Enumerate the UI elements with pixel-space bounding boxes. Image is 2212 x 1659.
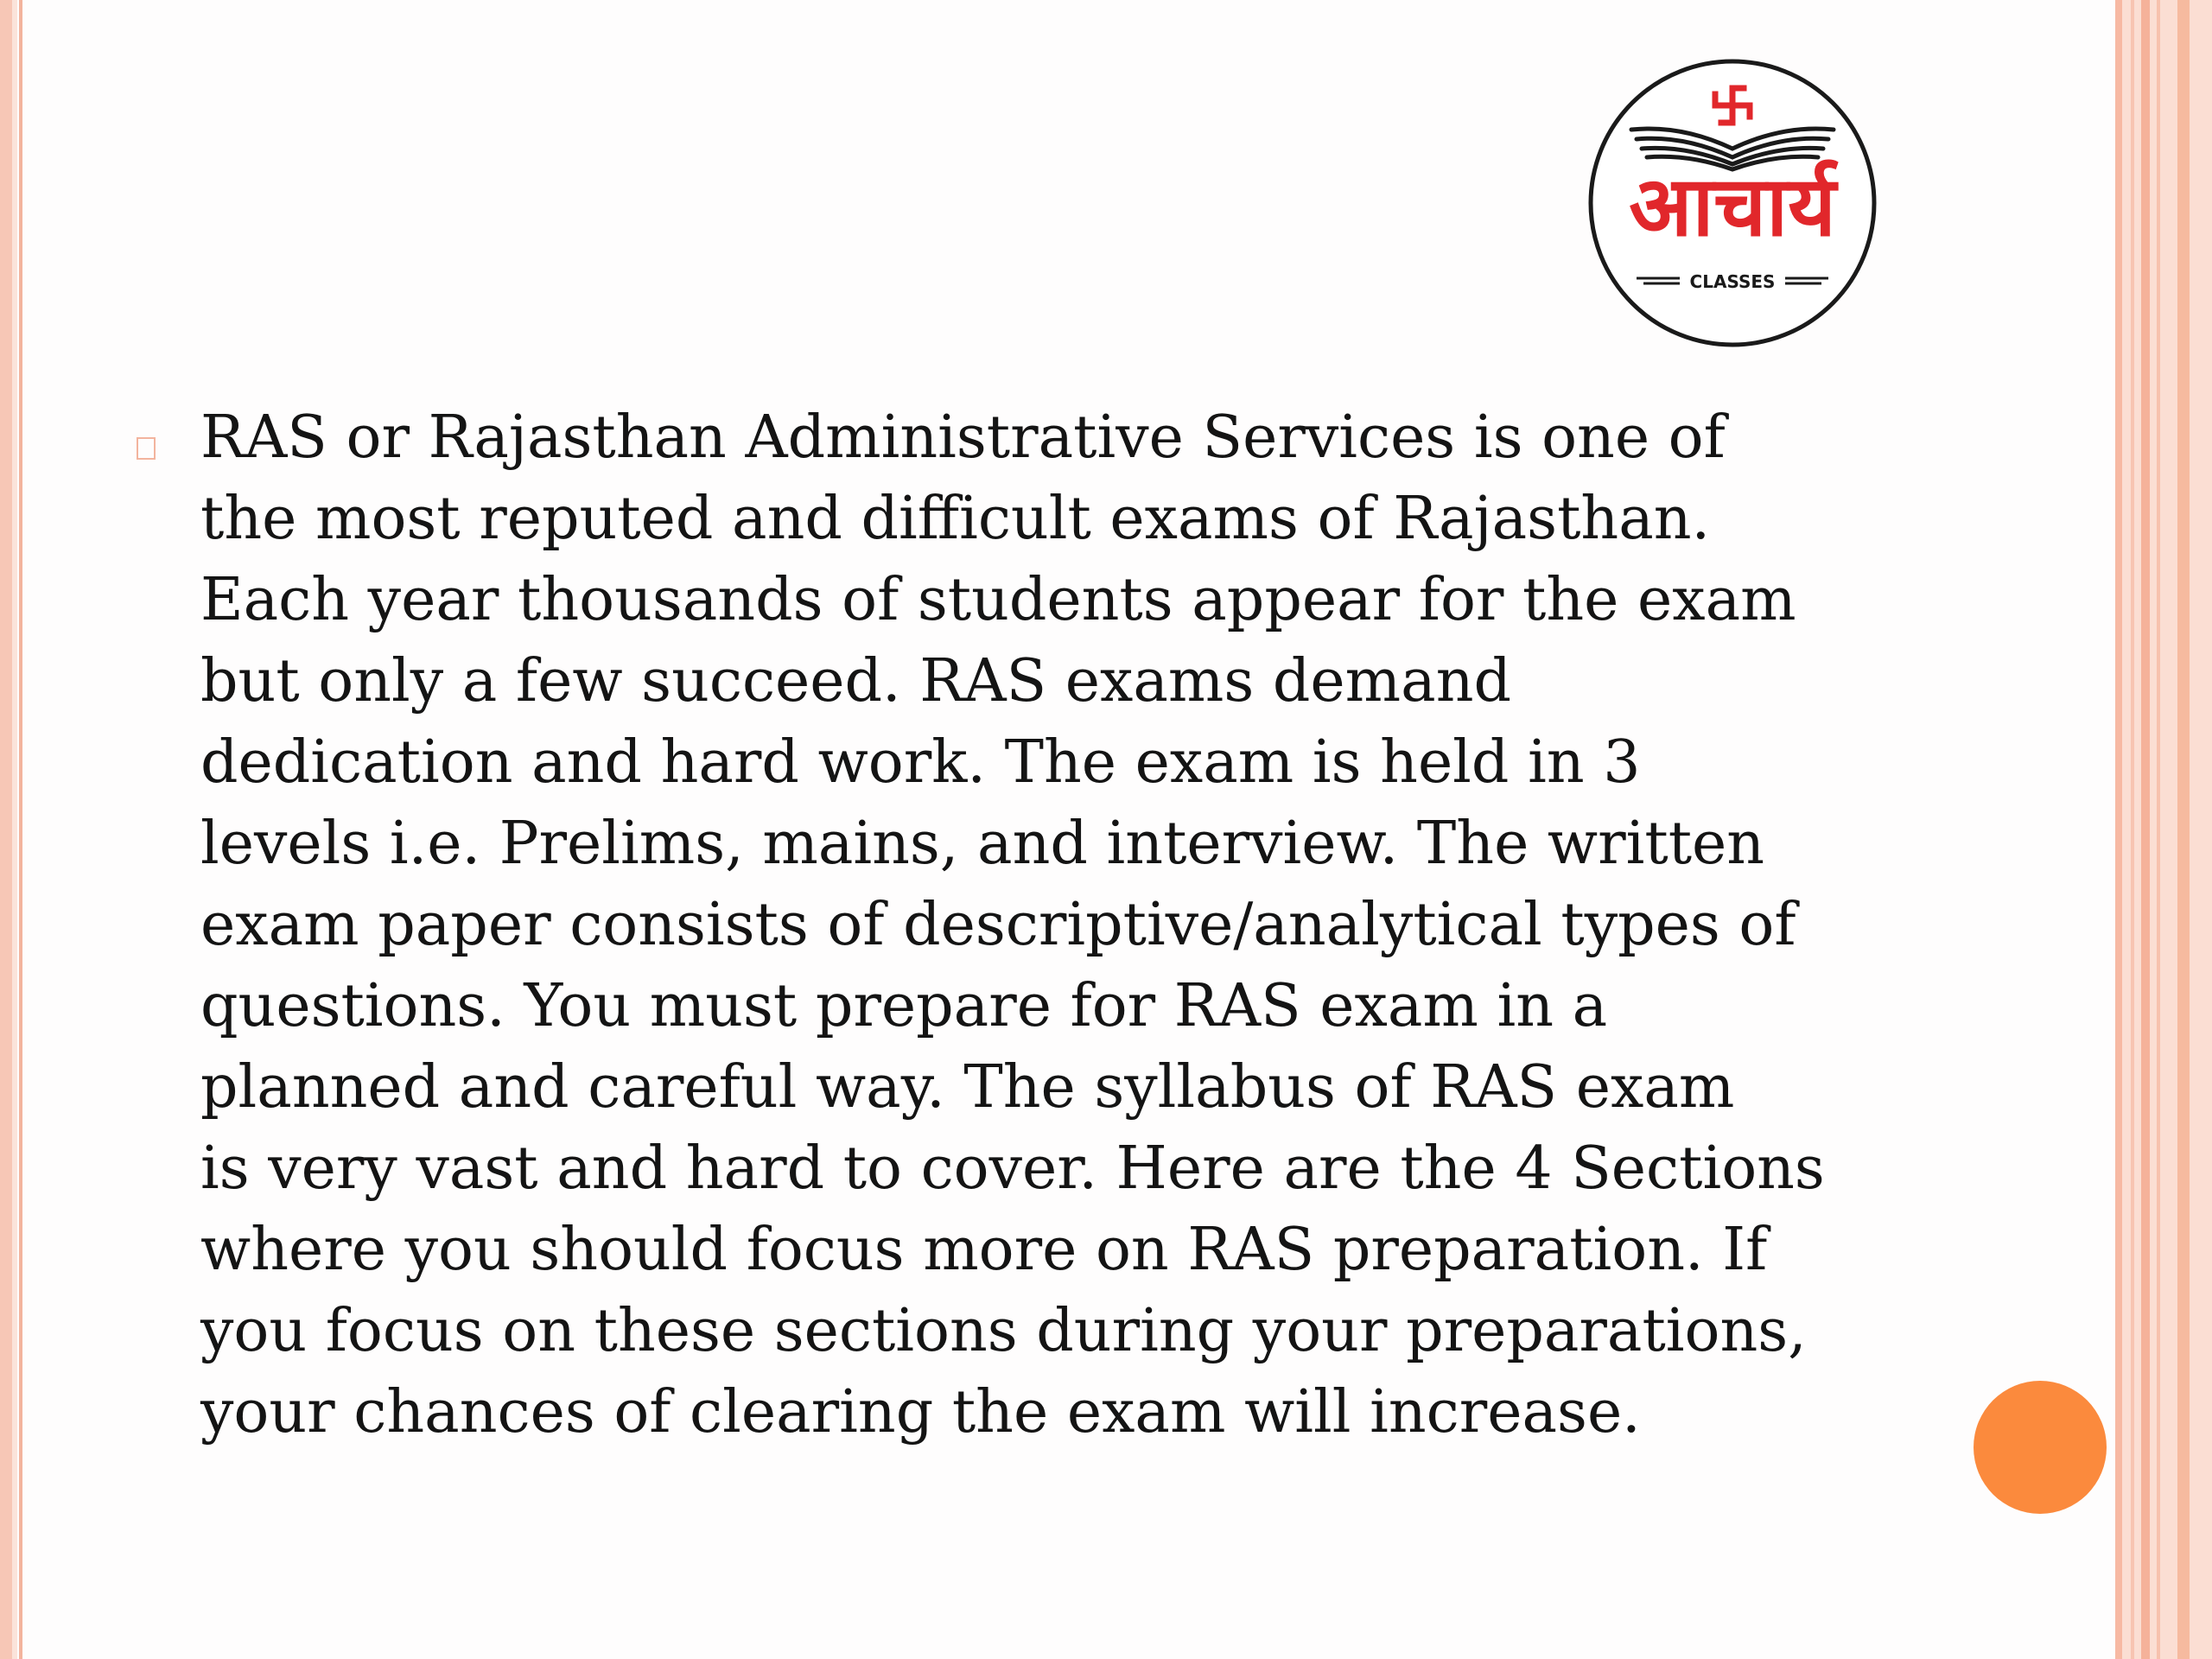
paragraph-line: but only a few succeed. RAS exams demand	[200, 647, 1512, 715]
paragraph-line: RAS or Rajasthan Administrative Services is one of	[200, 404, 1726, 472]
paragraph-line: dedication and hard work. The exam is held in 3	[200, 728, 1641, 797]
paragraph-line: your chances of clearing the exam will increase.	[200, 1378, 1641, 1446]
left-border-stripe-inner	[12, 0, 17, 1659]
acharya-classes-logo	[1586, 57, 1878, 349]
paragraph-line: Each year thousands of students appear for the exam	[200, 566, 1796, 634]
decorative-orange-circle	[1974, 1381, 2107, 1514]
right-border-line	[2131, 0, 2134, 1659]
right-border-line	[2115, 0, 2122, 1659]
right-border-line	[2157, 0, 2160, 1659]
paragraph-line: the most reputed and difficult exams of Rajasthan.	[200, 485, 1711, 553]
right-border-line	[2177, 0, 2190, 1659]
square-bullet-icon	[137, 437, 156, 460]
paragraph-line: levels i.e. Prelims, mains, and interview. The written	[200, 810, 1765, 878]
right-border-line	[2141, 0, 2150, 1659]
paragraph-line: questions. You must prepare for RAS exam in a	[200, 972, 1608, 1040]
left-border-stripe	[0, 0, 12, 1659]
body-paragraph	[200, 397, 1929, 1453]
logo-sub-text: CLASSES	[1689, 271, 1776, 292]
paragraph-line: you focus on these sections during your preparations,	[200, 1297, 1807, 1365]
logo-brand-text: आचार्य	[1629, 158, 1836, 255]
paragraph-line: planned and careful way. The syllabus of RAS exam	[200, 1053, 1735, 1122]
paragraph-line: where you should focus more on RAS preparation. If	[200, 1216, 1768, 1284]
right-border-band	[2115, 0, 2212, 1659]
paragraph-line: is very vast and hard to cover. Here are the 4 Sections	[200, 1135, 1825, 1203]
left-border-line	[19, 0, 22, 1659]
paragraph-line: exam paper consists of descriptive/analytical types of	[200, 891, 1796, 959]
